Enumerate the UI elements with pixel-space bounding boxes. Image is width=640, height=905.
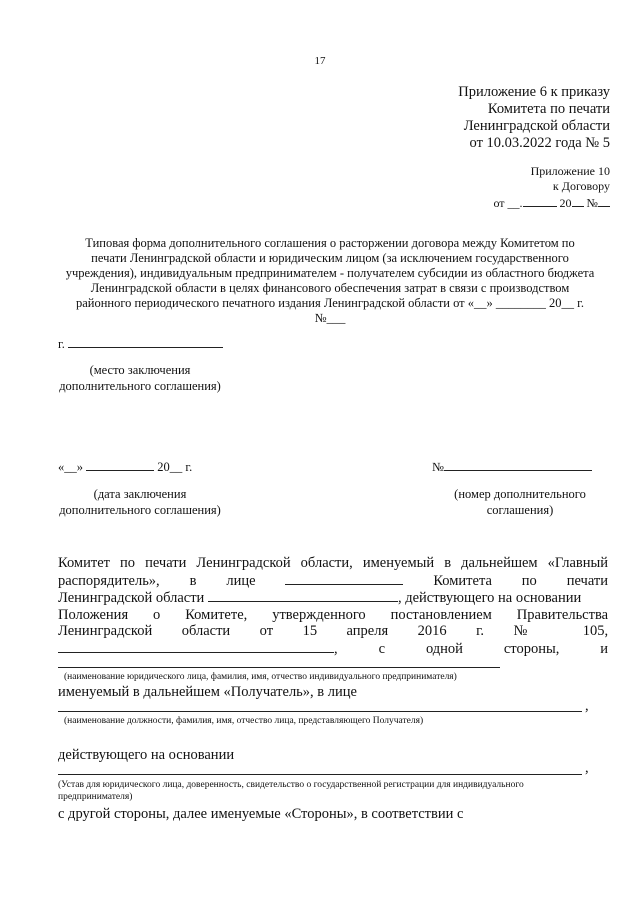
form-title-line4: Ленинградской области в целях финансового обеспечения затрат в связи с производством bbox=[90, 281, 570, 295]
date-day: «__» bbox=[58, 460, 83, 474]
contract-number-blank bbox=[598, 194, 610, 207]
basis-line[interactable] bbox=[58, 774, 582, 775]
body-line9: с другой стороны, далее именуемые «Стороны», в соответствии с bbox=[58, 806, 464, 822]
contract-date-year: 20 bbox=[559, 196, 572, 210]
contract-year-blank bbox=[572, 194, 584, 207]
body-line4: Положения о Комитете, утвержденного постановлением Правительства bbox=[58, 606, 609, 623]
appendix-10-header bbox=[360, 164, 610, 211]
form-title-line5: районного периодического печатного издания Ленинградской области от «__» ________ 20__ г. bbox=[76, 296, 584, 310]
date-field bbox=[58, 458, 192, 475]
number-caption-line2: соглашения) bbox=[486, 503, 554, 517]
recipient-name-line[interactable] bbox=[58, 667, 500, 668]
appendix-10-line3 bbox=[360, 194, 610, 211]
body-line8: действующего на основании bbox=[58, 747, 235, 763]
number-caption bbox=[420, 486, 620, 518]
recipient-rep-line[interactable] bbox=[58, 711, 582, 712]
agreement-body bbox=[58, 555, 608, 657]
basis-note-line2: предпринимателя) bbox=[58, 792, 133, 802]
number-field bbox=[432, 458, 592, 475]
date-caption-line1: (дата заключения bbox=[93, 487, 187, 501]
basis-note bbox=[58, 779, 618, 803]
appendix-6-line2: Комитета по печати bbox=[487, 101, 610, 117]
basis-note-line1: (Устав для юридического лица, доверенность, свидетельство о государственной регистрации для индивидуального bbox=[58, 780, 524, 790]
contract-date-prefix: от bbox=[493, 196, 505, 210]
date-month-blank[interactable] bbox=[86, 458, 154, 471]
contract-number-sign: № bbox=[586, 196, 598, 210]
representative-blank[interactable] bbox=[285, 572, 403, 585]
body-line2: распорядитель», в лице Комитета по печати bbox=[58, 572, 608, 589]
recipient-name-note: (наименование юридического лица, фамилия, имя, отчество индивидуального предпринимателя) bbox=[64, 672, 457, 682]
place-caption-line1: (место заключения bbox=[89, 363, 191, 377]
appendix-6-line1: Приложение 6 к приказу bbox=[458, 84, 610, 100]
place-field bbox=[58, 335, 223, 352]
body-line3: Ленинградской области , действующего на основании bbox=[58, 590, 582, 606]
date-year: 20__ г. bbox=[157, 460, 193, 474]
body-line7: именуемый в дальнейшем «Получатель», в лице bbox=[58, 684, 357, 700]
form-title-line3: учреждения), индивидуальным предпринимателем - получателем субсидии из областного бюджета bbox=[65, 266, 595, 280]
contract-date-month-blank bbox=[523, 194, 557, 207]
body-line1: Комитет по печати Ленинградской области, именуемый в дальнейшем «Главный bbox=[58, 555, 608, 571]
appendix-6-line3: Ленинградской области bbox=[463, 118, 610, 134]
number-blank[interactable] bbox=[444, 458, 592, 471]
form-title-line1: Типовая форма дополнительного соглашения о расторжении договора между Комитетом по bbox=[85, 236, 575, 250]
page-number: 17 bbox=[314, 55, 326, 67]
appendix-6-header bbox=[310, 84, 610, 152]
number-sign: № bbox=[432, 460, 444, 474]
form-title-line6: №___ bbox=[314, 311, 346, 325]
date-caption-line2: дополнительного соглашения) bbox=[59, 503, 221, 517]
basis-comma: , bbox=[585, 760, 589, 776]
number-caption-line1: (номер дополнительного bbox=[454, 487, 586, 501]
place-caption-line2: дополнительного соглашения) bbox=[59, 379, 221, 393]
appendix-6-line4: от 10.03.2022 года № 5 bbox=[469, 135, 610, 151]
place-caption bbox=[40, 362, 240, 394]
form-title bbox=[40, 236, 620, 326]
representative-name-blank[interactable] bbox=[208, 589, 398, 602]
appendix-10-line2: к Договору bbox=[552, 179, 610, 193]
body-line5: Ленинградской области от 15 апреля 2016 г. № 105, bbox=[58, 623, 609, 639]
body-line6: , с одной стороны, и bbox=[58, 640, 608, 658]
place-blank[interactable] bbox=[68, 335, 223, 348]
contract-date-day: __. bbox=[507, 196, 523, 210]
recipient-rep-comma: , bbox=[585, 698, 589, 714]
form-title-line2: печати Ленинградской области и юридическим лицом (за исключением государственного bbox=[91, 251, 569, 265]
resolution-blank[interactable] bbox=[58, 640, 334, 653]
recipient-rep-note: (наименование должности, фамилия, имя, отчество лица, представляющего Получателя) bbox=[64, 716, 424, 726]
appendix-10-line1: Приложение 10 bbox=[530, 164, 610, 178]
date-caption bbox=[40, 486, 240, 518]
place-prefix: г. bbox=[58, 337, 65, 351]
